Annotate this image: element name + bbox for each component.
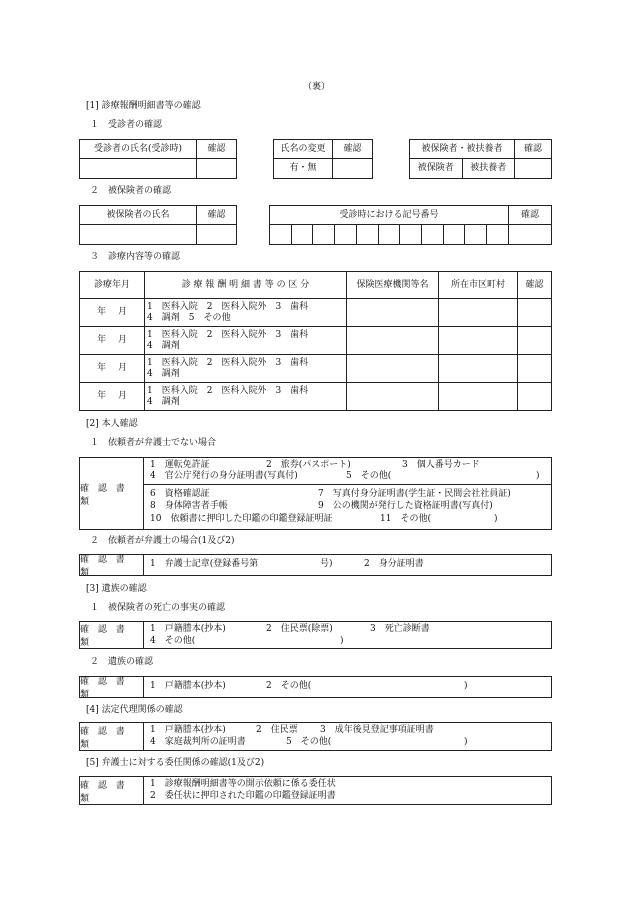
insured-name-header: 被保険者の氏名 — [80, 206, 197, 225]
patient-name-field[interactable] — [80, 159, 197, 179]
section-2-title: [2] 本人確認 — [86, 419, 138, 429]
divider — [143, 458, 144, 529]
institution-cell[interactable] — [347, 327, 439, 355]
docs-label: 確 認 書 類 — [80, 677, 128, 700]
city-cell[interactable] — [439, 383, 518, 411]
divider — [143, 484, 551, 485]
insured-name-field[interactable] — [80, 225, 197, 245]
divider — [143, 622, 144, 648]
confirm-header: 確認 — [333, 140, 373, 159]
col-inst-header: 保険医療機関等名 — [347, 272, 439, 299]
doc-option[interactable]: 1 運転免許証 — [150, 460, 210, 470]
docs-label: 確 認 書 類 — [80, 483, 128, 507]
divider — [143, 555, 144, 575]
confirm-field[interactable] — [197, 159, 237, 179]
year-month-cell[interactable]: 年 月 — [80, 355, 145, 383]
patient-name-table — [79, 139, 237, 179]
year-month-cell[interactable]: 年 月 — [80, 383, 145, 411]
type-line-b: 4 調剤 — [147, 340, 180, 351]
page-label: （裏） — [303, 82, 331, 92]
power-of-attorney-docs-box — [79, 776, 552, 805]
doc-option[interactable]: 2 身分証明書 — [364, 559, 424, 569]
digit-cell[interactable] — [313, 225, 335, 245]
digit-cell[interactable] — [356, 225, 378, 245]
name-change-header: 氏名の変更 — [274, 140, 333, 159]
col-city-header: 所在市区町村 — [439, 272, 518, 299]
doc-option[interactable]: 2 旅券(パスポート) — [266, 460, 351, 470]
treatment-table — [79, 271, 552, 411]
confirm-header: 確認 — [197, 140, 237, 159]
paren-close: ) — [494, 514, 498, 524]
doc-option[interactable]: 1 戸籍謄本(抄本) — [150, 624, 226, 634]
divider — [143, 777, 144, 804]
insured-cell: 被保険者 — [410, 159, 463, 179]
digit-cell[interactable] — [443, 225, 465, 245]
type-line-b: 4 調剤 — [147, 368, 180, 379]
lawyer-docs-box — [79, 554, 552, 576]
institution-cell[interactable] — [347, 383, 439, 411]
digit-cell[interactable] — [291, 225, 313, 245]
section-2-sub1: １ 依頼者が弁護士でない場合 — [90, 438, 217, 448]
col-type-header: 診 療 報 酬 明 細 書 等 の 区 分 — [145, 272, 347, 299]
section-3-sub2: ２ 遺族の確認 — [90, 657, 154, 667]
confirm-header: 確認 — [509, 206, 552, 225]
doc-option[interactable]: 3 個人番号カード — [402, 460, 480, 470]
type-cell — [145, 383, 347, 411]
doc-option[interactable]: 2 委任状に押印された印鑑の印鑑登録証明書 — [150, 791, 336, 801]
doc-option[interactable]: 4 官公庁発行の身分証明書(写真付) — [150, 471, 298, 481]
doc-option[interactable]: 9 公の機関が発行した資格証明書(写真付) — [318, 501, 493, 511]
doc-option-other[interactable]: 5 その他( — [346, 471, 392, 481]
type-cell — [145, 327, 347, 355]
confirm-header: 確認 — [518, 272, 552, 299]
doc-option-other[interactable]: 11 その他( — [380, 514, 431, 524]
confirm-field[interactable] — [518, 355, 552, 383]
doc-option[interactable]: 1 診療報酬明細書等の開示依頼に係る委任状 — [150, 779, 336, 789]
institution-cell[interactable] — [347, 299, 439, 327]
divider — [143, 677, 144, 697]
docs-label: 確 認 書 類 — [80, 625, 128, 648]
city-cell[interactable] — [439, 327, 518, 355]
doc-option[interactable]: 2 住民票 — [256, 725, 298, 735]
confirm-header: 確認 — [515, 140, 552, 159]
section-5-title: [5] 弁護士に対する委任関係の確認(1及び2) — [86, 758, 265, 768]
digit-cell[interactable] — [487, 225, 509, 245]
paren-close: ) — [340, 636, 344, 646]
divider — [143, 723, 144, 750]
type-line-a: 1 医科入院 2 医科入院外 3 歯科 — [147, 329, 309, 340]
confirm-header: 確認 — [197, 206, 237, 225]
doc-option-other[interactable]: 4 その他( — [150, 636, 196, 646]
section-1-sub2: ２ 被保険者の確認 — [90, 186, 172, 196]
section-2-sub2: ２ 依頼者が弁護士の場合(1及び2) — [90, 536, 235, 546]
name-change-table — [273, 139, 373, 179]
doc-option[interactable]: 1 戸籍謄本(抄本) — [150, 681, 226, 691]
symbol-number-table — [269, 205, 552, 245]
paren-close: ) — [464, 681, 468, 691]
family-docs-box — [79, 676, 552, 698]
section-3-title: [3] 遺族の確認 — [86, 584, 147, 594]
year-month-cell[interactable]: 年 月 — [80, 299, 145, 327]
section-1-sub3: ３ 診療内容等の確認 — [90, 252, 181, 262]
doc-option[interactable]: 1 戸籍謄本(抄本) — [150, 725, 226, 735]
confirm-field[interactable] — [509, 225, 552, 245]
city-cell[interactable] — [439, 299, 518, 327]
dependent-cell: 被扶養者 — [462, 159, 515, 179]
paren-close: ) — [464, 737, 468, 747]
paren-close: 号) — [320, 559, 333, 569]
doc-option[interactable]: 3 死亡診断書 — [370, 624, 430, 634]
symbol-number-header: 受診時における記号番号 — [270, 206, 509, 225]
docs-label: 確 認 書 類 — [80, 555, 128, 578]
type-line-b: 4 調剤 — [147, 396, 180, 407]
confirm-field[interactable] — [515, 159, 552, 179]
digit-cell[interactable] — [270, 225, 292, 245]
insured-dependent-header: 被保険者・被扶養者 — [410, 140, 515, 159]
death-docs-box — [79, 621, 552, 649]
section-1-title: [1] 診療報酬明細書等の確認 — [86, 101, 201, 111]
digit-cell[interactable] — [378, 225, 400, 245]
confirm-field[interactable] — [518, 327, 552, 355]
doc-option[interactable]: 3 成年後見登記事項証明書 — [320, 725, 434, 735]
doc-option[interactable]: 6 資格確認証 — [150, 489, 210, 499]
doc-option-other[interactable]: 5 その他( — [286, 737, 332, 747]
type-line-b: 4 調剤 5 その他 — [147, 312, 231, 323]
paren-close: ) — [536, 471, 540, 481]
insured-dependent-table — [409, 139, 552, 179]
type-cell — [145, 355, 347, 383]
doc-option[interactable]: 2 住民票(除票) — [266, 624, 333, 634]
type-cell — [145, 299, 347, 327]
confirm-field[interactable] — [333, 159, 373, 179]
name-change-value: 有・無 — [274, 159, 333, 179]
doc-option[interactable]: 10 依頼書に押印した印鑑の印鑑登録証明証 — [150, 514, 333, 524]
patient-name-header: 受診者の氏名(受診時) — [80, 140, 197, 159]
type-line-a: 1 医科入院 2 医科入院外 3 歯科 — [147, 357, 309, 368]
confirm-field[interactable] — [518, 383, 552, 411]
city-cell[interactable] — [439, 355, 518, 383]
digit-cell[interactable] — [335, 225, 357, 245]
id-docs-box — [79, 457, 552, 530]
type-line-a: 1 医科入院 2 医科入院外 3 歯科 — [147, 385, 309, 396]
digit-cell[interactable] — [400, 225, 422, 245]
col-date-header: 診療年月 — [80, 272, 145, 299]
doc-option-other[interactable]: 2 その他( — [266, 681, 312, 691]
year-month-cell[interactable]: 年 月 — [80, 327, 145, 355]
confirm-field[interactable] — [518, 299, 552, 327]
section-4-title: [4] 法定代理関係の確認 — [86, 705, 183, 715]
doc-option[interactable]: 7 写真付身分証明書(学生証・民間会社社員証) — [318, 489, 511, 499]
confirm-field[interactable] — [197, 225, 237, 245]
digit-cell[interactable] — [422, 225, 444, 245]
doc-option[interactable]: 1 弁護士記章(登録番号第 — [150, 559, 259, 569]
legal-rep-docs-box — [79, 722, 552, 751]
type-line-a: 1 医科入院 2 医科入院外 3 歯科 — [147, 301, 309, 312]
doc-option[interactable]: 4 家庭裁判所の証明書 — [150, 737, 246, 747]
doc-option[interactable]: 8 身体障害者手帳 — [150, 501, 228, 511]
digit-cell[interactable] — [465, 225, 487, 245]
section-1-sub1: １ 受診者の確認 — [90, 120, 163, 130]
docs-label: 確 認 書 類 — [80, 726, 128, 750]
docs-label: 確 認 書 類 — [80, 780, 128, 804]
institution-cell[interactable] — [347, 355, 439, 383]
section-3-sub1: １ 被保険者の死亡の事実の確認 — [90, 603, 226, 613]
insured-name-table — [79, 205, 237, 245]
